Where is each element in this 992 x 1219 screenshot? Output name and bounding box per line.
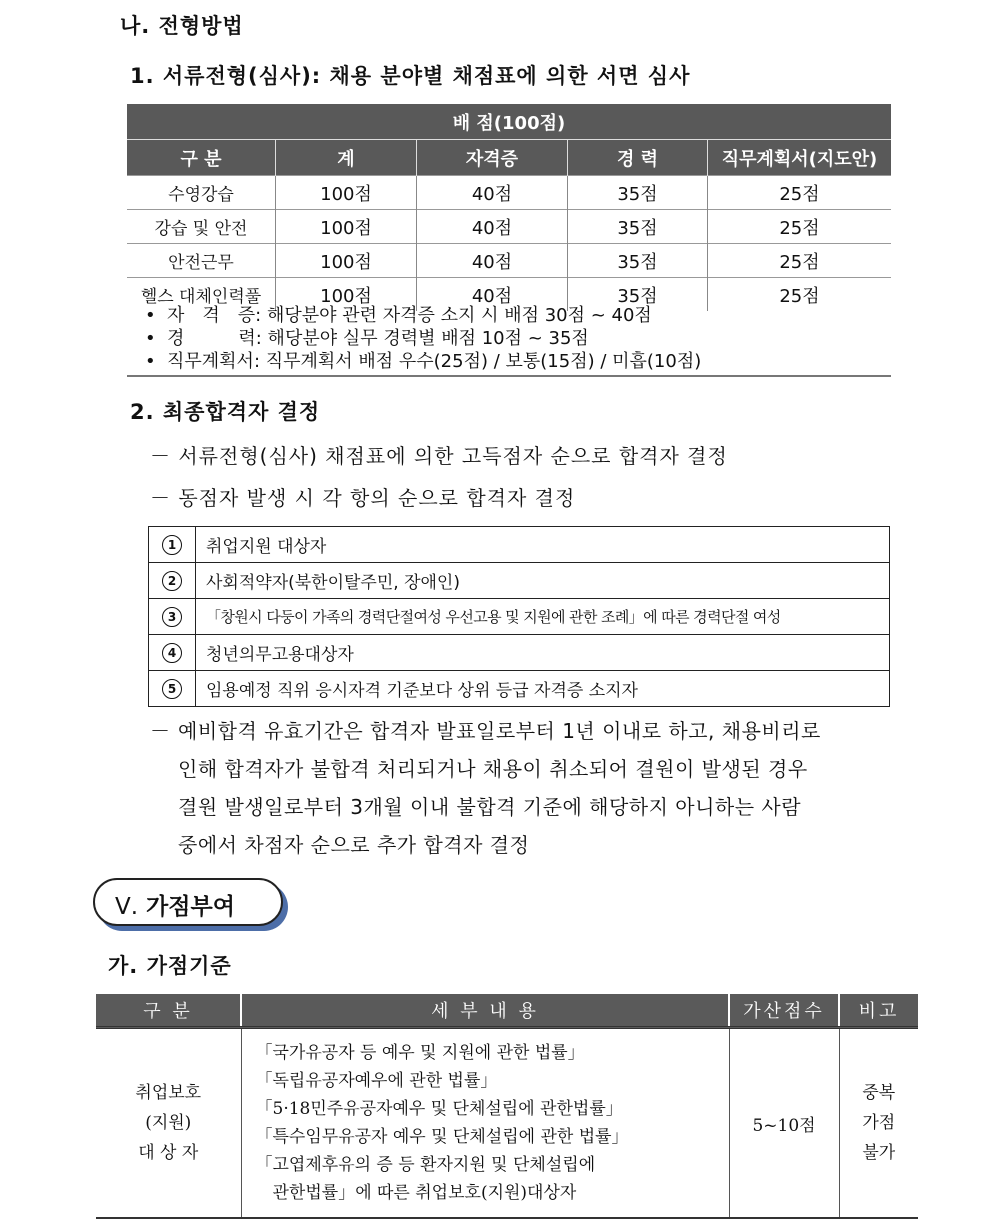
table-cell: 35점 bbox=[568, 278, 708, 312]
bonus-category: 취업보호 (지원) 대 상 자 bbox=[96, 1028, 241, 1219]
score-header-certificate: 자격증 bbox=[417, 140, 568, 176]
note-item: • 직무계획서: 직무계획서 배점 우수(25점) / 보통(15점) / 미흡(10점) bbox=[145, 351, 702, 372]
score-header-total: 계 bbox=[276, 140, 417, 176]
table-row bbox=[96, 1028, 918, 1219]
table-cell: 100점 bbox=[276, 278, 417, 312]
score-table bbox=[127, 104, 891, 311]
table-cell: 100점 bbox=[276, 244, 417, 278]
section-number: Ⅴ. bbox=[115, 894, 139, 920]
table-row bbox=[149, 671, 890, 707]
priority-text: 사회적약자(북한이탈주민, 장애인) bbox=[196, 563, 890, 599]
table-cell: 40점 bbox=[417, 278, 568, 312]
priority-number: 4 bbox=[162, 643, 182, 663]
bonus-header-remark: 비고 bbox=[839, 994, 918, 1028]
heading-na: 나. 전형방법 bbox=[120, 14, 244, 38]
heading-document-screening: 1. 서류전형(심사): 채용 분야별 채점표에 의한 서면 심사 bbox=[130, 64, 691, 88]
reserve-pass-paragraph: － 예비합격 유효기간은 합격자 발표일로부터 1년 이내로 하고, 채용비리로 인해 합격자가 불합격 처리되거나 채용이 취소되어 결원이 발생된 경우 결원 발생일로부터 3개월 이내 불합격 기준에 해당하지 아니하는 사람 중에서 차점자 순으로 추가 합격자 결정 bbox=[150, 712, 900, 864]
bullet-icon: • bbox=[145, 328, 156, 349]
bullet-icon: • bbox=[145, 351, 156, 372]
section-v-badge bbox=[93, 878, 283, 926]
table-cell: 35점 bbox=[568, 176, 708, 210]
bonus-law-list: 「국가유공자 등 예우 및 지원에 관한 법률」 「독립유공자예우에 관한 법률」 「5·18민주유공자예우 및 단체설립에 관한법률」 「특수임무유공자 예우 및 단체설립에 관한 법률」 「고엽제후유의 증 등 환자지원 및 단체설립에 관한법률」에 따른 취업보호(지원)대상자 bbox=[241, 1028, 729, 1219]
score-table-top-header: 배 점(100점) bbox=[127, 104, 891, 140]
table-cell: 25점 bbox=[708, 210, 892, 244]
table-cell: 35점 bbox=[568, 244, 708, 278]
priority-table bbox=[148, 526, 890, 707]
section-title: 가점부여 bbox=[146, 894, 235, 920]
score-header-career: 경 력 bbox=[568, 140, 708, 176]
priority-text: 「창원시 다둥이 가족의 경력단절여성 우선고용 및 지원에 관한 조례」에 따른 경력단절 여성 bbox=[196, 599, 890, 635]
priority-number: 3 bbox=[162, 607, 182, 627]
score-header-plan: 직무계획서(지도안) bbox=[708, 140, 892, 176]
heading-final-decision: 2. 최종합격자 결정 bbox=[130, 400, 321, 424]
table-cell: 40점 bbox=[417, 176, 568, 210]
table-cell: 강습 및 안전 bbox=[127, 210, 276, 244]
table-row bbox=[149, 527, 890, 563]
bonus-header-points: 가산점수 bbox=[729, 994, 839, 1028]
bonus-remark: 중복 가점 불가 bbox=[839, 1028, 918, 1219]
priority-text: 청년의무고용대상자 bbox=[196, 635, 890, 671]
table-cell: 100점 bbox=[276, 176, 417, 210]
note-item: • 경 력: 해당분야 실무 경력별 배점 10점 ~ 35점 bbox=[145, 328, 589, 349]
bonus-points: 5~10점 bbox=[729, 1028, 839, 1219]
table-row bbox=[149, 635, 890, 671]
table-cell: 수영강습 bbox=[127, 176, 276, 210]
priority-number: 5 bbox=[162, 679, 182, 699]
table-cell: 25점 bbox=[708, 244, 892, 278]
heading-bonus-criteria: 가. 가점기준 bbox=[108, 954, 232, 978]
note-item: • 자 격 증: 해당분야 관련 자격증 소지 시 배점 30점 ~ 40점 bbox=[145, 305, 652, 326]
score-notes bbox=[127, 304, 891, 377]
table-cell: 25점 bbox=[708, 278, 892, 312]
table-row bbox=[127, 244, 891, 278]
table-cell: 100점 bbox=[276, 210, 417, 244]
table-row bbox=[127, 210, 891, 244]
bonus-header-category: 구 분 bbox=[96, 994, 241, 1028]
priority-number: 1 bbox=[162, 535, 182, 555]
priority-text: 취업지원 대상자 bbox=[196, 527, 890, 563]
bullet-icon: • bbox=[145, 305, 156, 326]
bonus-table bbox=[96, 994, 918, 1219]
score-header-category: 구 분 bbox=[127, 140, 276, 176]
table-cell: 25점 bbox=[708, 176, 892, 210]
table-cell: 헬스 대체인력풀 bbox=[127, 278, 276, 312]
dash-item-high-score: － 서류전형(심사) 채점표에 의한 고득점자 순으로 합격자 결정 bbox=[150, 444, 728, 468]
table-row bbox=[149, 599, 890, 635]
table-cell: 안전근무 bbox=[127, 244, 276, 278]
dash-item-tie: － 동점자 발생 시 각 항의 순으로 합격자 결정 bbox=[150, 486, 576, 510]
dash-symbol: － bbox=[150, 719, 171, 743]
table-cell: 40점 bbox=[417, 210, 568, 244]
table-cell: 35점 bbox=[568, 210, 708, 244]
priority-text: 임용예정 직위 응시자격 기준보다 상위 등급 자격증 소지자 bbox=[196, 671, 890, 707]
table-row bbox=[149, 563, 890, 599]
table-cell: 40점 bbox=[417, 244, 568, 278]
priority-number: 2 bbox=[162, 571, 182, 591]
bonus-header-details: 세 부 내 용 bbox=[241, 994, 729, 1028]
table-row bbox=[127, 176, 891, 210]
